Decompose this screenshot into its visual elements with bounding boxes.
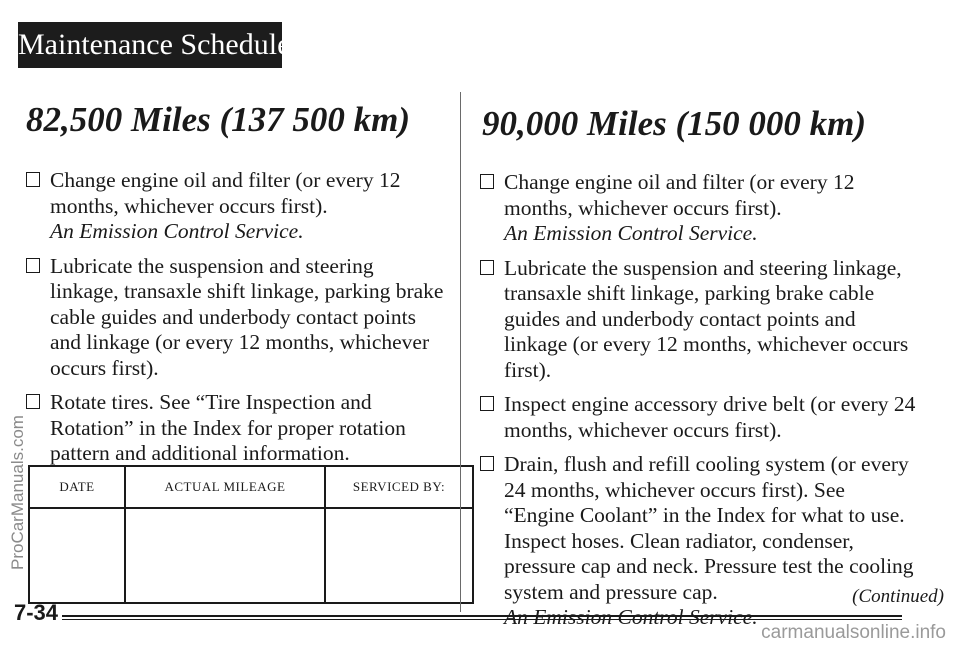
mileage-entry-cell[interactable] <box>125 508 325 603</box>
checkbox-icon[interactable] <box>26 394 40 409</box>
maintenance-item <box>26 168 446 245</box>
maintenance-item <box>26 390 446 467</box>
continued-label: (Continued) <box>852 586 944 607</box>
item-note: An Emission Control Service. <box>50 219 304 243</box>
checkbox-icon[interactable] <box>480 174 494 189</box>
item-text: Change engine oil and filter (or every 12 months, whichever occurs first). <box>504 170 855 220</box>
checkbox-icon[interactable] <box>480 260 494 275</box>
item-text: Lubricate the suspension and steering linkage, transaxle shift linkage, parking brake cable guides and underbody contact points and linkage (or every 12 months, whichever occurs first). <box>504 255 909 382</box>
checkbox-icon[interactable] <box>480 456 494 471</box>
item-text: Change engine oil and filter (or every 12 months, whichever occurs first). <box>50 168 401 218</box>
maintenance-item <box>26 254 446 382</box>
date-entry-cell[interactable] <box>29 508 125 603</box>
left-maintenance-list <box>26 168 446 476</box>
item-note: An Emission Control Service. <box>504 605 758 629</box>
maintenance-item <box>480 392 920 443</box>
serviced-by-entry-cell[interactable] <box>325 508 473 603</box>
service-record-table <box>28 465 474 604</box>
side-watermark: ProCarManuals.com <box>8 415 27 570</box>
table-header-serviced-by: SERVICED BY: <box>325 466 473 508</box>
footer-watermark: carmanualsonline.info <box>761 622 946 643</box>
left-section-title: 82,500 Miles (137 500 km) <box>26 100 411 139</box>
checkbox-icon[interactable] <box>480 396 494 411</box>
right-maintenance-list <box>480 170 920 640</box>
item-text: Drain, flush and refill cooling system (or every 24 months, whichever occurs first). See “Engine Coolant” in the Index for what to use. Inspect hoses. Clean radiator, condenser, pressure cap and neck. Pressure test the cooling system and pressure cap. <box>504 452 914 604</box>
checkbox-icon[interactable] <box>26 172 40 187</box>
item-text: Rotate tires. See “Tire Inspection and Rotation” in the Index for proper rotation pattern and additional information. <box>50 390 406 465</box>
item-note: An Emission Control Service. <box>504 221 758 245</box>
maintenance-item <box>480 256 920 384</box>
maintenance-item <box>480 170 920 247</box>
section-header: Maintenance Schedule II <box>18 22 282 68</box>
column-divider <box>460 92 461 612</box>
checkbox-icon[interactable] <box>26 258 40 273</box>
footer-rule <box>62 615 902 620</box>
right-section-title: 90,000 Miles (150 000 km) <box>482 104 867 143</box>
item-text: Lubricate the suspension and steering linkage, transaxle shift linkage, parking brake cable guides and underbody contact points and linkage (or every 12 months, whichever occurs first). <box>50 253 444 380</box>
page-number: 7-34 <box>14 600 59 625</box>
item-text: Inspect engine accessory drive belt (or every 24 months, whichever occurs first). <box>504 392 916 442</box>
table-header-date: DATE <box>29 466 125 508</box>
table-header-mileage: ACTUAL MILEAGE <box>125 466 325 508</box>
